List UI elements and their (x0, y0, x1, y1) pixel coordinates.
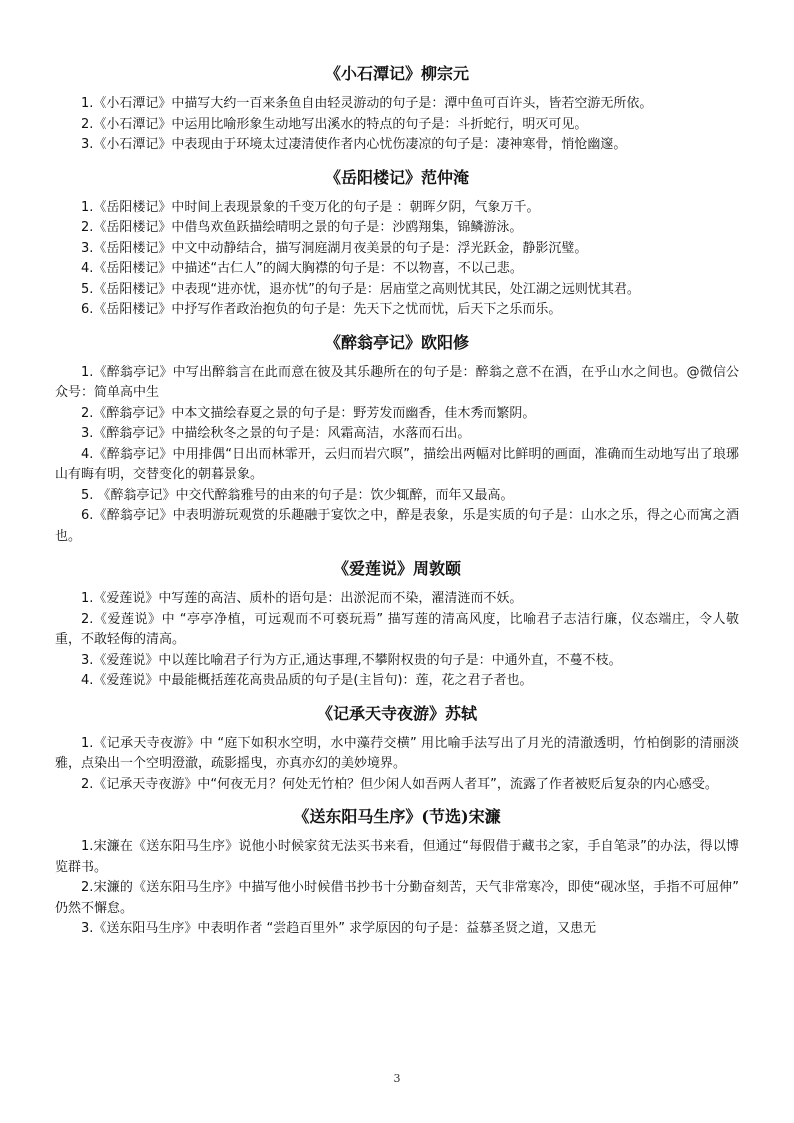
document-content (55, 64, 739, 952)
section-title: 《送东阳马生序》(节选)宋濂 (293, 807, 501, 826)
list-item: 1.《醉翁亭记》中写出醉翁言在此而意在彼及其乐趣所在的句子是：醉翁之意不在酒，在乎山水之间也。@微信公众号：简单高中生 (55, 364, 739, 400)
section-yueyanglouji (55, 168, 739, 321)
list-item: 6.《醉翁亭记》中表明游玩观赏的乐趣融于宴饮之中，醉是表象，乐是实质的句子是：山水之乐，得之心而寓之酒也。 (55, 508, 739, 544)
list-item: 2.《小石潭记》中运用比喻形象生动地写出溪水的特点的句子是：斗折蛇行，明灭可见。 (81, 116, 588, 132)
section-title: 《小石潭记》柳宗元 (324, 64, 469, 83)
list-item: 4.《醉翁亭记》中用排偶“日出而林霏开，云归而岩穴暝”，描绘出两幅对比鲜明的画面，准确而生动地写出了琅琊山有晦有明，交替变化的朝暮景象。 (55, 446, 739, 482)
list-item: 3.《小石潭记》中表现由于环境太过凄清使作者内心忧伤凄凉的句子是：凄神寒骨，悄怆幽邃。 (81, 137, 627, 152)
list-item: 5.《岳阳楼记》中表现“进亦忧，退亦忧”的句子是：居庙堂之高则忧其民，处江湖之远则忧其君。 (81, 281, 640, 297)
section-title: 《醉翁亭记》欧阳修 (324, 332, 469, 352)
list-item: 2.《岳阳楼记》中借鸟欢鱼跃描绘晴明之景的句子是：沙鸥翔集，锦鳞游泳。 (81, 220, 523, 235)
list-item: 1.《记承天寺夜游》中 “庭下如积水空明，水中藻荇交横” 用比喻手法写出了月光的清澈透明，竹柏倒影的清丽淡雅，点染出一个空明澄澈，疏影摇曳，亦真亦幻的美妙境界。 (55, 735, 739, 771)
section-xiaoshitanji (55, 64, 739, 156)
section-songdongyangmashengxu (55, 807, 739, 940)
list-item: 1.宋濂在《送东阳马生序》说他小时候家贫无法买书来看，但通过“每假借于藏书之家，手自笔录”的办法，得以博览群书。 (55, 839, 739, 875)
section-jichengtiansiyeyou (55, 704, 739, 796)
section-ailianshuo (55, 559, 739, 692)
list-item: 3.《醉翁亭记》中描绘秋冬之景的句子是：风霜高洁，水落而石出。 (81, 426, 471, 441)
list-item: 1.《小石潭记》中描写大约一百来条鱼自由轻灵游动的句子是：潭中鱼可百许头，皆若空游无所依。 (81, 96, 653, 111)
list-item: 1.《岳阳楼记》中时间上表现景象的千变万化的句子是 ：朝晖夕阴，气象万千。 (81, 199, 540, 215)
section-zuiwengtingji (55, 333, 739, 548)
section-title: 《记承天寺夜游》苏轼 (316, 703, 477, 723)
list-item: 6.《岳阳楼记》中抒写作者政治抱负的句子是：先天下之忧而忧，后天下之乐而乐。 (81, 302, 562, 317)
list-item: 2.《醉翁亭记》中本文描绘春夏之景的句子是：野芳发而幽香，佳木秀而繁阴。 (81, 405, 536, 421)
list-item: 3.《送东阳马生序》中表明作者 “尝趋百里外” 求学原因的句子是：益慕圣贤之道，又患无 (81, 921, 597, 936)
list-item: 2.《记承天寺夜游》中“何夜无月？何处无竹柏？但少闲人如吾两人者耳”，流露了作者被贬后复杂的内心感受。 (81, 776, 718, 792)
section-title: 《爱莲说》周敦颐 (332, 559, 461, 578)
list-item: 4.《爱莲说》中最能概括莲花高贵品质的句子是(主旨句)：莲，花之君子者也。 (81, 673, 533, 688)
list-item: 5. 《醉翁亭记》中交代醉翁雅号的由来的句子是：饮少辄醉，而年又最高。 (81, 487, 514, 503)
list-item: 4.《岳阳楼记》中描述“古仁人”的阔大胸襟的句子是：不以物喜，不以己悲。 (81, 261, 523, 276)
page-number: 3 (393, 1072, 401, 1085)
list-item: 3.《爱莲说》中以莲比喻君子行为方正,通达事理,不攀附权贵的句子是：中通外直，不蔓不枝。 (81, 652, 622, 668)
section-title: 《岳阳楼记》范仲淹 (324, 167, 469, 187)
list-item: 2.宋濂的《送东阳马生序》中描写他小时候借书抄书十分勤奋刻苦，天气非常寒冷，即使“砚冰坚，手指不可屈伸” 仍然不懈怠。 (55, 880, 739, 916)
list-item: 1.《爱莲说》中写莲的高洁、质朴的语句是：出淤泥而不染，濯清涟而不妖。 (81, 591, 523, 606)
list-item: 3.《岳阳楼记》中文中动静结合，描写洞庭湖月夜美景的句子是：浮光跃金，静影沉璧。 (81, 240, 588, 256)
list-item: 2.《爱莲说》中 “亭亭净植，可远观而不可亵玩焉” 描写莲的清高风度，比喻君子志洁行廉，仪态端庄，令人敬重，不敢轻侮的清高。 (55, 611, 739, 647)
